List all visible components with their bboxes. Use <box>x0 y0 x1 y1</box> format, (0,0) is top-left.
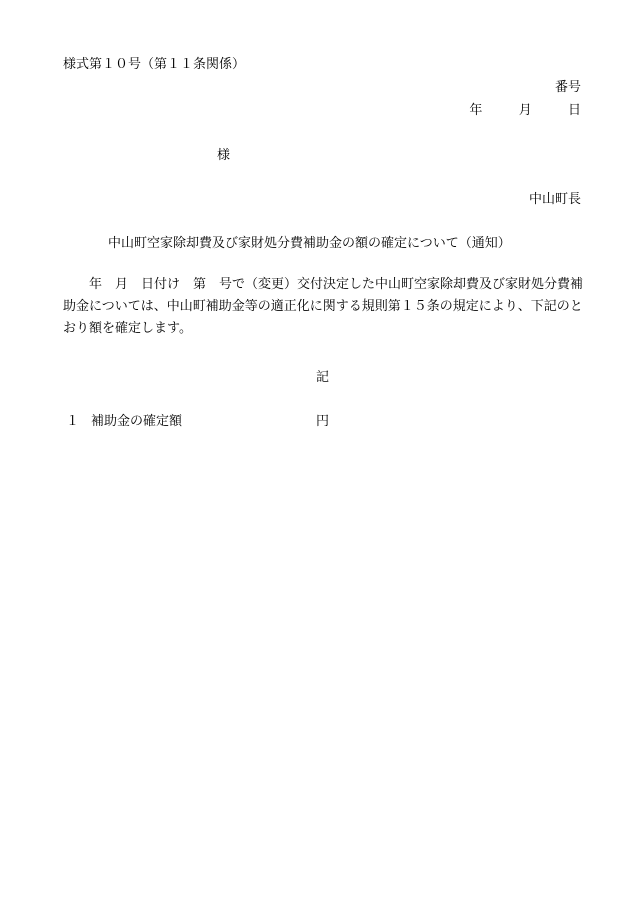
issue-date <box>469 103 581 119</box>
ki-heading: 記 <box>316 370 330 385</box>
item-unit: 円 <box>316 414 330 429</box>
item-label: 補助金の確定額 <box>91 414 183 429</box>
date-year: 年 <box>469 103 483 118</box>
sender-name: 中山町長 <box>528 192 581 207</box>
body-text: 年 月 日付け 第 号で（変更）交付決定した中山町空家除却費及び家財処分費補助金については、中山町補助金等の適正化に関する規則第１５条の規定により、下記のとおり額を確定します。 <box>63 277 584 336</box>
form-number: 様式第１０号（第１１条関係） <box>63 57 246 72</box>
item-number: １ <box>66 414 80 429</box>
date-month: 月 <box>518 103 532 118</box>
addressee-suffix: 様 <box>217 148 231 163</box>
date-day: 日 <box>567 103 581 118</box>
document-number-label: 番号 <box>554 80 581 95</box>
document-title: 中山町空家除却費及び家財処分費補助金の額の確定について（通知） <box>108 236 511 251</box>
